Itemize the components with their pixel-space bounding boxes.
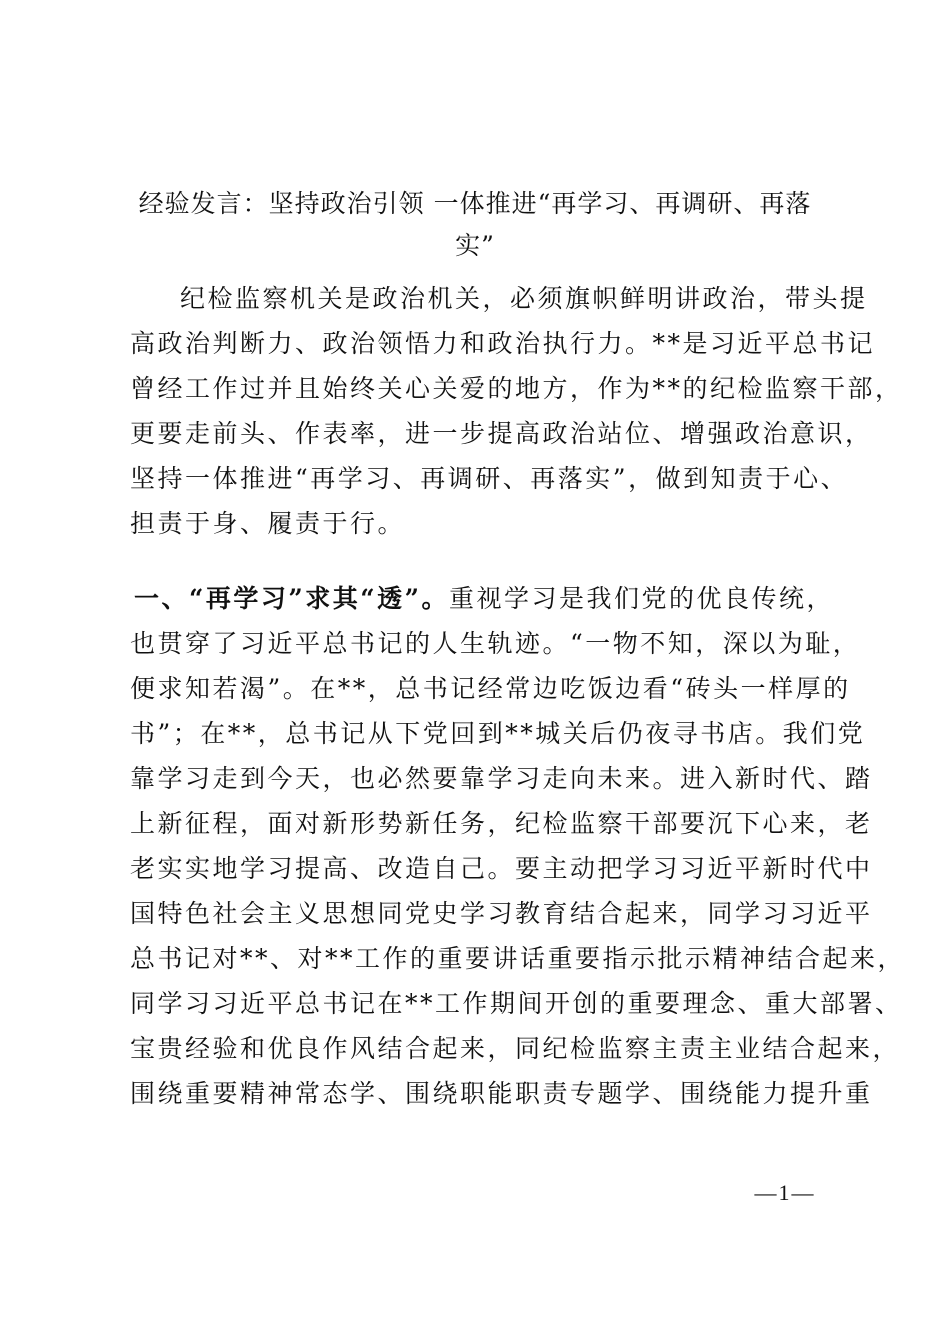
document-title-line-2: 实”	[455, 231, 495, 260]
section-1-first-line-text: 重视学习是我们党的优良传统，	[449, 584, 835, 613]
section-1-line-4: 书”；在**，总书记从下党回到**城关后仍夜寻书店。我们党	[130, 719, 866, 748]
section-1-line-3: 便求知若渴”。在**，总书记经常边吃饭边看“砖头一样厚的	[130, 674, 851, 703]
section-1-heading: 一、“再学习”求其“透”。	[134, 584, 450, 613]
section-1-line-6: 上新征程，面对新形势新任务，纪检监察干部要沉下心来，老	[130, 809, 873, 838]
intro-line-1: 纪检监察机关是政治机关，必须旗帜鲜明讲政治，带头提	[180, 284, 868, 313]
intro-line-4: 更要走前头、作表率，进一步提高政治站位、增强政治意识，	[130, 419, 873, 448]
section-1-line-7: 老实实地学习提高、改造自己。要主动把学习习近平新时代中	[130, 854, 873, 883]
intro-line-2: 高政治判断力、政治领悟力和政治执行力。**是习近平总书记	[130, 329, 876, 358]
section-1-line-11: 宝贵经验和优良作风结合起来，同纪检监察主责主业结合起来，	[130, 1034, 901, 1063]
section-1-line-8: 国特色社会主义思想同党史学习教育结合起来，同学习习近平	[130, 899, 873, 928]
section-1-line-9: 总书记对**、对**工作的重要讲话重要指示批示精神结合起来，	[130, 944, 906, 973]
intro-line-6: 担责于身、履责于行。	[130, 509, 406, 538]
section-1-first-line	[134, 581, 834, 617]
document-title-line-1: 经验发言：坚持政治引领 一体推进“再学习、再调研、再落	[138, 189, 812, 218]
intro-line-5: 坚持一体推进“再学习、再调研、再落实”，做到知责于心、	[130, 464, 849, 493]
page-number: —1—	[754, 1180, 816, 1205]
section-1-line-10: 同学习习近平总书记在**工作期间开创的重要理念、重大部署、	[130, 989, 903, 1018]
section-1-line-2: 也贯穿了习近平总书记的人生轨迹。“一物不知，深以为耻，	[130, 629, 861, 658]
intro-line-3: 曾经工作过并且始终关心关爱的地方，作为**的纪检监察干部，	[130, 374, 903, 403]
section-1-line-12: 围绕重要精神常态学、围绕职能职责专题学、围绕能力提升重	[130, 1079, 873, 1108]
section-1-line-5: 靠学习走到今天，也必然要靠学习走向未来。进入新时代、踏	[130, 764, 873, 793]
